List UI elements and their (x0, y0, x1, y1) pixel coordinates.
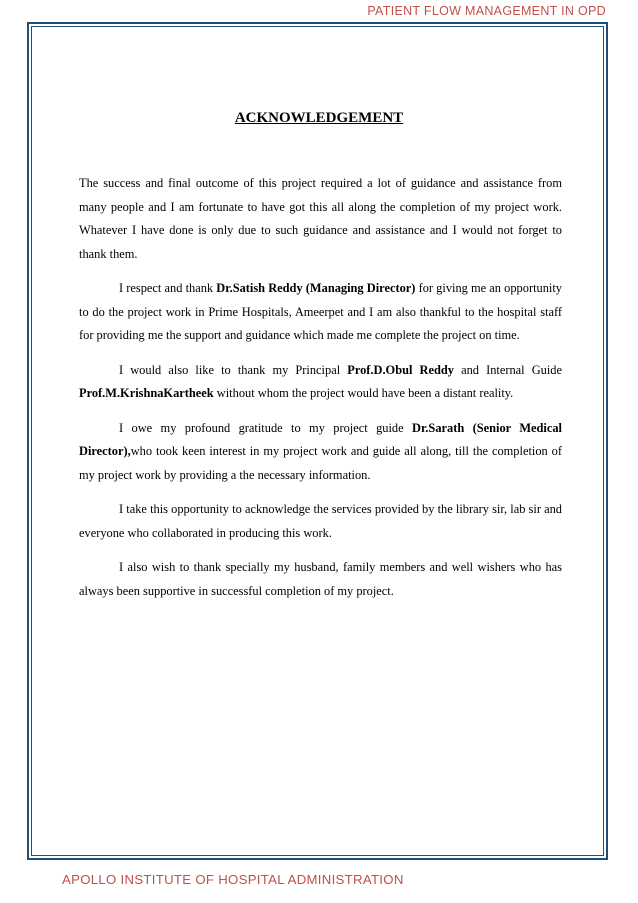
paragraph-2-text-cont: for giving me an opportunity to do the project work in Prime Hospitals, Ameerpet and I am also thankful to the hospital staff for providing me the support and guidance which made me complete the project on time. (79, 281, 562, 342)
managing-director-name: Dr.Satish Reddy (Managing Director) (216, 281, 416, 295)
page-footer: APOLLO INSTITUTE OF HOSPITAL ADMINISTRATION (62, 872, 404, 887)
principal-name: Prof.D.Obul Reddy (347, 362, 454, 377)
paragraph-3-text-end: without whom the project would have been a distant reality. (213, 386, 514, 400)
page-title: ACKNOWLEDGEMENT (234, 110, 404, 126)
paragraph-3-text-cont: and Internal Guide (453, 362, 562, 377)
paragraph-4-text-cont: who took keen interest in my project work and guide all along, till the completion of my project work by providing a the necessary information. (79, 444, 562, 482)
paragraph-4-text: I owe my profound gratitude to my project guide (119, 420, 413, 435)
paragraph-6: I also wish to thank specially my husband, family members and well wishers who has always been supportive in successful completion of my project. (79, 560, 562, 598)
paragraph-3 (79, 359, 562, 406)
paragraph-5: I take this opportunity to acknowledge the services provided by the library sir, lab sir and everyone who collaborated in producing this work. (79, 502, 562, 540)
paragraph-2-text: I respect and thank (119, 281, 217, 295)
paragraph-4 (79, 417, 562, 488)
project-guide-name: Dr.Sarath (Senior Medical Director), (79, 420, 562, 458)
page-header: PATIENT FLOW MANAGEMENT IN OPD (367, 4, 606, 18)
acknowledgement-body (79, 172, 562, 614)
paragraph-3-text: I would also like to thank my Principal (119, 362, 348, 377)
internal-guide-name: Prof.M.KrishnaKartheek (79, 386, 214, 400)
paragraph-2 (79, 277, 562, 348)
paragraph-1: The success and final outcome of this project required a lot of guidance and assistance from many people and I am fortunate to have got this all along the completion of my project work. Whatever I have done is only due to such guidance and assistance and I would not forget to thank them. (79, 176, 562, 261)
